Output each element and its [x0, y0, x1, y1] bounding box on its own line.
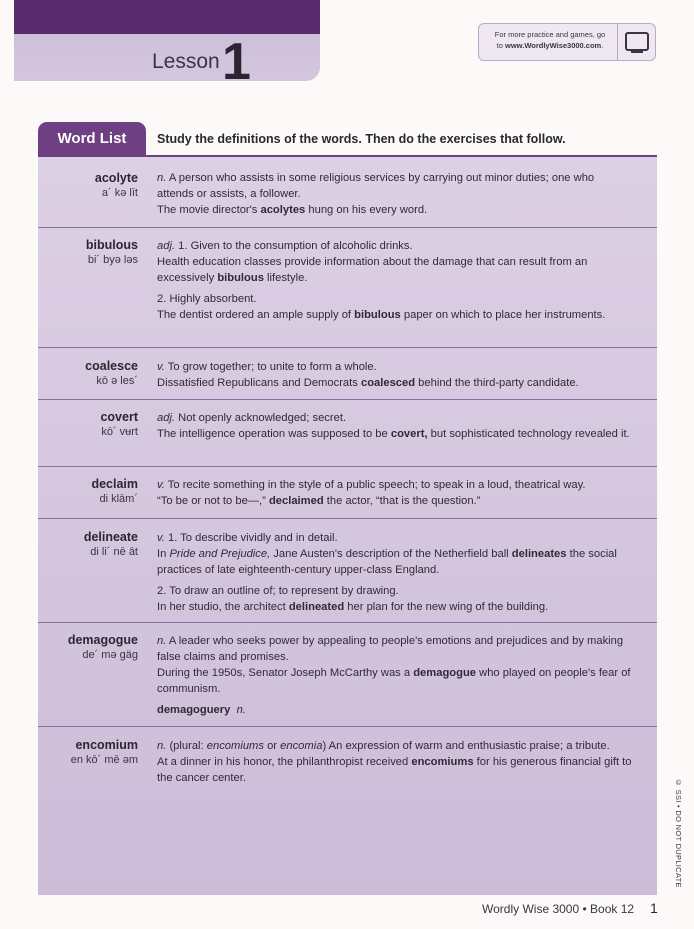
footer-book-title: Wordly Wise 3000 • Book 12: [482, 902, 635, 916]
entry-word: bibulous: [85, 238, 138, 252]
entry-definition: v. To recite something in the style of a public speech; to speak in a loud, theatrical way. “To be or not to be—,” declaimed the actor, “that is the question.”: [157, 479, 586, 507]
computer-monitor-icon: [625, 32, 649, 51]
instructions: Study the definitions of the words. Then do the exercises that follow.: [157, 132, 566, 146]
word-list-panel: [38, 155, 657, 895]
entry-pronunciation: en kō´ mē əm: [70, 754, 138, 766]
website-promo-box[interactable]: [478, 23, 656, 61]
entry-word: covert: [100, 410, 138, 424]
entry-divider: [38, 518, 657, 519]
promo-line-2-prefix: to: [496, 41, 506, 50]
entry-word: declaim: [91, 477, 138, 491]
promo-url[interactable]: www.WordlyWise3000.com: [505, 41, 602, 50]
entry-definition: v. To grow together; to unite to form a whole. Dissatisfied Republicans and Democrats coalesced behind the third-party candidate.: [157, 361, 579, 389]
entry-word: coalesce: [85, 359, 138, 373]
entry-pronunciation: kō ə les´: [96, 375, 138, 387]
entry-pronunciation: bi´ byə ləs: [87, 254, 138, 266]
entry-pronunciation: di klām´: [99, 493, 138, 505]
promo-line-2-suffix: .: [601, 41, 604, 50]
entry-definition: n. A person who assists in some religious services by carrying out minor duties; one who attends or assists, a follower. The movie director's acolytes hung on his every word.: [157, 172, 595, 216]
entry-definition: adj. 1. Given to the consumption of alcoholic drinks. Health education classes provide information about the damage that can result from an excessively bibulous lifestyle. 2. Highly absorbent. The dentist ordered an ample supply of bibulous paper on which to place her instruments.: [157, 240, 606, 321]
entry-pronunciation: kō´ vʉrt: [101, 426, 138, 438]
entry-divider: [38, 622, 657, 623]
entry-definition: adj. Not openly acknowledged; secret. The intelligence operation was supposed to be covert, but sophisticated technology revealed it.: [157, 412, 630, 440]
entry-pronunciation: a´ kə līt: [101, 187, 138, 199]
lesson-label: Lesson: [152, 50, 220, 73]
entry-divider: [38, 466, 657, 467]
page-number: 1: [650, 900, 658, 916]
entry-word: delineate: [83, 530, 138, 544]
promo-text: [485, 29, 615, 51]
entry-divider: [38, 227, 657, 228]
entry-definition: n. A leader who seeks power by appealing to people's emotions and prejudices and by making false claims and promises. During the 1950s, Senator Joseph McCarthy was a demagogue who played on people's fear of communism. demagoguery n.: [157, 635, 631, 716]
promo-line-1: For more practice and games, go: [494, 30, 606, 39]
entry-word: demagogue: [67, 633, 138, 647]
entry-word: encomium: [75, 738, 138, 752]
entry-divider: [38, 726, 657, 727]
word-list-tab: Word List: [38, 122, 146, 156]
lesson-number: 1: [222, 33, 251, 91]
entry-pronunciation: di li´ nē āt: [90, 546, 138, 558]
entry-word: acolyte: [94, 171, 138, 185]
promo-divider: [617, 24, 618, 60]
copyright-notice: © SSI • DO NOT DUPLICATE: [674, 778, 683, 888]
entry-divider: [38, 347, 657, 348]
entry-pronunciation: de´ mə gäg: [82, 649, 138, 661]
entry-definition: n. (plural: encomiums or encomia) An expression of warm and enthusiastic praise; a tribute. At a dinner in his honor, the philanthropist received encomiums for his generous financial gift to the cancer center.: [157, 740, 632, 784]
entry-definition: v. 1. To describe vividly and in detail. In Pride and Prejudice, Jane Austen's description of the Netherfield ball delineates the social practices of late eighteenth-century upper-class England. 2. To draw an outline of; to represent by drawing. In her studio, the architect delineated her plan for the new wing of the building.: [157, 532, 617, 613]
entry-divider: [38, 399, 657, 400]
